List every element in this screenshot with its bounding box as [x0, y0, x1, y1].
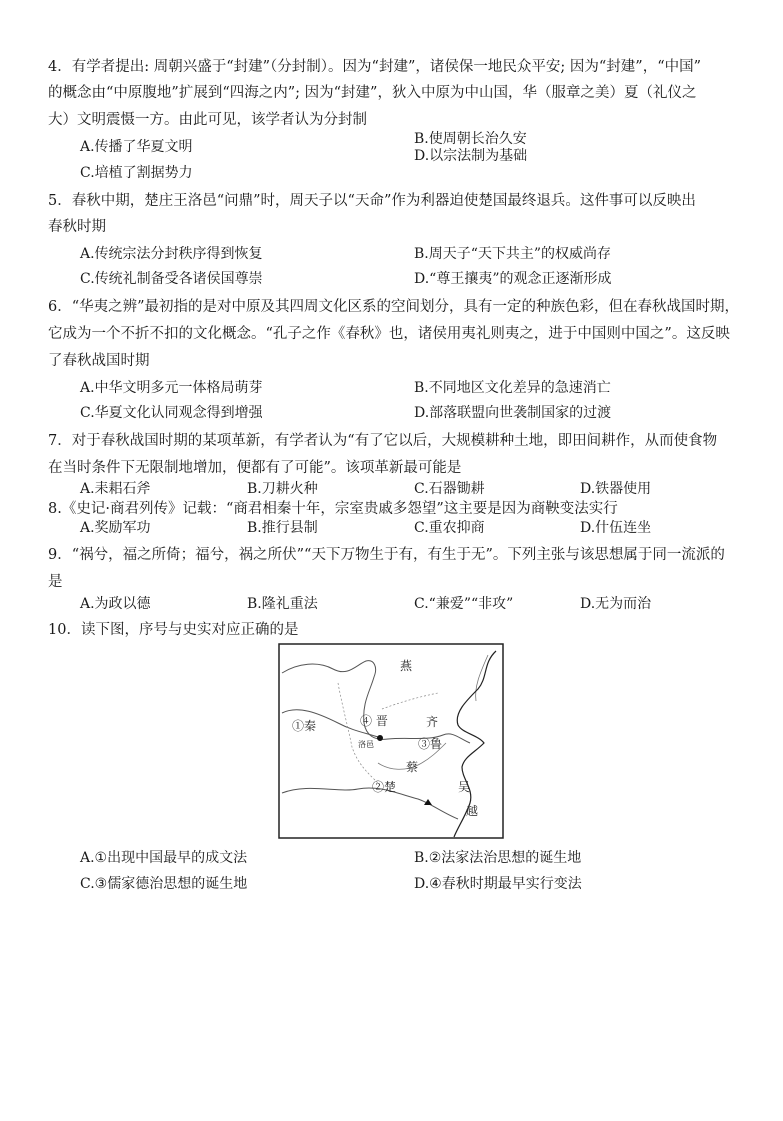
- q7-option-a[interactable]: A.耒耜石斧: [80, 481, 151, 497]
- q6-option-c[interactable]: C.华夏文化认同观念得到增强: [80, 405, 263, 421]
- luoyi-marker: [377, 735, 383, 741]
- q4-stem-line1: 4．有学者提出: 周朝兴盛于“封建”（分封制）。因为“封建”，诸侯保一地民众平安; 因为“封建”，“中国”: [48, 59, 702, 75]
- q5-option-a[interactable]: A.传统宗法分封秩序得到恢复: [80, 246, 263, 262]
- q7-option-d[interactable]: D.铁器使用: [580, 481, 652, 497]
- q10-option-c[interactable]: C.③儒家德治思想的诞生地: [80, 876, 248, 892]
- q8-option-d[interactable]: D.什伍连坐: [580, 520, 652, 536]
- label-qin: ①秦: [292, 719, 317, 733]
- q7-stem-line2: 在当时条件下无限制地增加，便都有了可能”。该项革新最可能是: [48, 460, 462, 476]
- spring-autumn-states-map: [278, 643, 504, 839]
- q5-option-d[interactable]: D.“尊王攘夷”的观念正逐渐形成: [414, 271, 612, 287]
- label-chu: ②楚: [372, 780, 397, 794]
- q4-option-c[interactable]: C.培植了割据势力: [80, 165, 193, 181]
- q7-option-c[interactable]: C.石器锄耕: [414, 481, 485, 497]
- q4-stem-line2: 的概念由“中原腹地”扩展到“四海之内”; 因为“封建”，狄入中原为中山国，华（服章之美）夏（礼仪之: [48, 85, 697, 101]
- q6-option-a[interactable]: A.中华文明多元一体格局萌芽: [80, 380, 263, 396]
- q9-stem-line2: 是: [48, 574, 63, 590]
- q9-option-b[interactable]: B.隆礼重法: [247, 596, 318, 612]
- q4-option-d[interactable]: D.以宗法制为基础: [414, 148, 528, 164]
- label-qi: 齐: [426, 715, 439, 729]
- q7-stem-line1: 7．对于春秋战国时期的某项革新，有学者认为“有了它以后，大规模耕种土地，即田间耕作，从而使食物: [48, 433, 718, 449]
- label-lu: ③鲁: [418, 737, 443, 751]
- q6-stem-line2: 它成为一个不折不扣的文化概念。“孔子之作《春秋》也，诸侯用夷礼则夷之，进于中国则中国之”。这反映: [48, 326, 730, 342]
- q6-stem-line3: 了春秋战国时期: [48, 353, 150, 369]
- q9-stem-line1: 9．“祸兮，福之所倚；福兮，祸之所伏”“天下万物生于有，有生于无”。下列主张与该思想属于同一流派的: [48, 547, 725, 563]
- q9-option-c[interactable]: C.“兼爱”“非攻”: [414, 596, 514, 612]
- q8-option-c[interactable]: C.重农抑商: [414, 520, 485, 536]
- q10-option-a[interactable]: A.①出现中国最早的成文法: [80, 850, 248, 866]
- q9-option-a[interactable]: A.为政以德: [80, 596, 151, 612]
- q4-stem-line3: 大）文明震慑一方。由此可见，该学者认为分封制: [48, 112, 367, 128]
- q6-stem-line1: 6．“华夷之辨”最初指的是对中原及其四周文化区系的空间划分，具有一定的种族色彩，但在春秋战国时期，: [48, 299, 740, 315]
- q10-option-d[interactable]: D.④春秋时期最早实行变法: [414, 876, 582, 892]
- label-wu: 吴: [458, 780, 471, 794]
- q6-option-b[interactable]: B.不同地区文化差异的急速消亡: [414, 380, 611, 396]
- label-yue: 越: [466, 804, 479, 818]
- q7-option-b[interactable]: B.刀耕火种: [247, 481, 318, 497]
- q5-option-c[interactable]: C.传统礼制备受各诸侯国尊崇: [80, 271, 263, 287]
- label-jin: ④ 晋: [360, 714, 388, 728]
- q8-option-b[interactable]: B.推行县制: [247, 520, 318, 536]
- label-luoyi: 洛邑: [358, 740, 374, 749]
- label-cai: 蔡: [406, 760, 419, 774]
- q10-option-b[interactable]: B.②法家法治思想的诞生地: [414, 850, 582, 866]
- q4-option-b[interactable]: B.使周朝长治久安: [414, 131, 527, 147]
- q8-option-a[interactable]: A.奖励军功: [80, 520, 151, 536]
- q10-stem-line1: 10．读下图，序号与史实对应正确的是: [48, 622, 299, 638]
- q9-option-d[interactable]: D.无为而治: [580, 596, 652, 612]
- label-yan: 燕: [400, 659, 413, 673]
- q5-stem-line1: 5．春秋中期，楚庄王洛邑“问鼎”时，周天子以“天命”作为利器迫使楚国最终退兵。这件事可以反映出: [48, 193, 696, 209]
- q4-option-a[interactable]: A.传播了华夏文明: [80, 139, 193, 155]
- q6-option-d[interactable]: D.部落联盟向世袭制国家的过渡: [414, 405, 612, 421]
- q5-option-b[interactable]: B.周天子“天下共主”的权威尚存: [414, 246, 612, 262]
- q5-stem-line2: 春秋时期: [48, 219, 106, 235]
- q8-stem-line1: 8.《史记·商君列传》记载：“商君相秦十年，宗室贵戚多怨望”这主要是因为商鞅变法实行: [48, 501, 618, 517]
